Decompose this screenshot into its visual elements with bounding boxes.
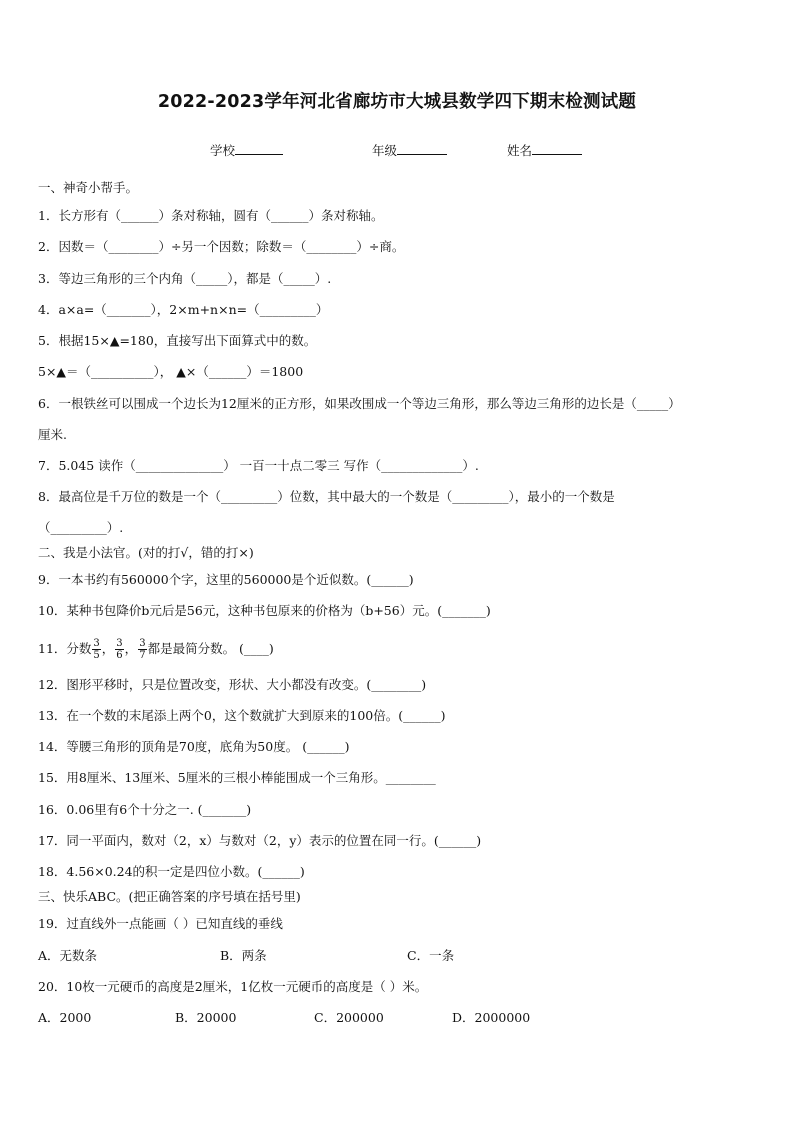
question-11: [38, 638, 274, 661]
question-4: 4．a×a=（_______），2×m+n×n=（_________）: [38, 302, 329, 317]
question-3: 3．等边三角形的三个内角（_____），都是（_____）.: [38, 271, 332, 286]
question-5: 5．根据15×▲=180，直接写出下面算式中的数。: [38, 333, 317, 348]
question-5-line-2: 5×▲＝（__________）， ▲×（______）＝1800: [38, 364, 304, 379]
name-label: 姓名: [507, 143, 533, 158]
question-1: 1．长方形有（______）条对称轴，圆有（______）条对称轴。: [38, 208, 384, 223]
fraction-numerator: 3: [139, 638, 146, 649]
question-15: 15．用8厘米、13厘米、5厘米的三根小棒能围成一个三角形。________: [38, 770, 436, 785]
question-11-suffix: 都是最简分数。 (____): [147, 641, 274, 656]
question-18: 18．4.56×0.24的积一定是四位小数。(______): [38, 864, 305, 879]
option-d: D．2000000: [452, 1010, 531, 1025]
fraction: [92, 638, 100, 661]
name-blank[interactable]: [532, 142, 582, 155]
school-field[interactable]: [210, 141, 283, 159]
question-9: 9．一本书约有560000个字，这里的560000是个近似数。(______): [38, 572, 414, 587]
question-7: 7．5.045 读作（______________） 一百一十点二零三 写作（_____________）.: [38, 458, 479, 473]
question-6-line-2: 厘米.: [38, 427, 67, 442]
fraction-denominator: 7: [139, 650, 146, 661]
fraction-separator: ，: [101, 641, 115, 656]
grade-label: 年级: [372, 143, 398, 158]
name-field[interactable]: [507, 141, 582, 159]
section-heading: 一、神奇小帮手。: [38, 180, 139, 195]
option-a: A．2000: [38, 1010, 92, 1025]
question-6: 6．一根铁丝可以围成一个边长为12厘米的正方形，如果改围成一个等边三角形，那么等边三角形的边长是（_____）: [38, 396, 681, 411]
fraction: [138, 638, 146, 661]
question-8: 8．最高位是千万位的数是一个（_________）位数，其中最大的一个数是（_________），最小的一个数是: [38, 489, 615, 504]
question-14: 14．等腰三角形的顶角是70度，底角为50度。 (______): [38, 739, 350, 754]
question-13: 13．在一个数的末尾添上两个0，这个数就扩大到原来的100倍。(______): [38, 708, 446, 723]
fraction: [115, 638, 123, 661]
section-heading: 二、我是小法官。(对的打√，错的打×): [38, 545, 254, 560]
question-11-prefix: 11．分数: [38, 641, 92, 656]
option-a: A．无数条: [38, 948, 98, 963]
school-blank[interactable]: [235, 142, 283, 155]
question-12: 12．图形平移时，只是位置改变，形状、大小都没有改变。(________): [38, 677, 427, 692]
grade-field[interactable]: [372, 141, 447, 159]
question-8-line-2: （_________）.: [38, 520, 124, 535]
option-c: C．200000: [314, 1010, 384, 1025]
fraction-denominator: 5: [93, 650, 100, 661]
question-17: 17．同一平面内，数对（2，x）与数对（2，y）表示的位置在同一行。(______): [38, 833, 482, 848]
question-20: 20．10枚一元硬币的高度是2厘米，1亿枚一元硬币的高度是（ ）米。: [38, 979, 428, 994]
page-title: 2022-2023学年河北省廊坊市大城县数学四下期末检测试题: [157, 92, 637, 112]
question-16: 16．0.06里有6个十分之一. (_______): [38, 802, 252, 817]
question-19: 19．过直线外一点能画（ ）已知直线的垂线: [38, 916, 283, 931]
option-b: B．两条: [220, 948, 267, 963]
fraction-numerator: 3: [93, 638, 100, 649]
grade-blank[interactable]: [397, 142, 447, 155]
question-2: 2．因数＝（________）÷另一个因数；除数＝（________）÷商。: [38, 239, 405, 254]
option-b: B．20000: [175, 1010, 237, 1025]
fraction-numerator: 3: [116, 638, 123, 649]
fraction-separator: ，: [124, 641, 138, 656]
school-label: 学校: [210, 143, 236, 158]
fraction-denominator: 6: [116, 650, 123, 661]
section-heading: 三、快乐ABC。(把正确答案的序号填在括号里): [38, 889, 301, 904]
option-c: C．一条: [407, 948, 455, 963]
question-10: 10．某种书包降价b元后是56元，这种书包原来的价格为（b+56）元。(_______): [38, 603, 491, 618]
